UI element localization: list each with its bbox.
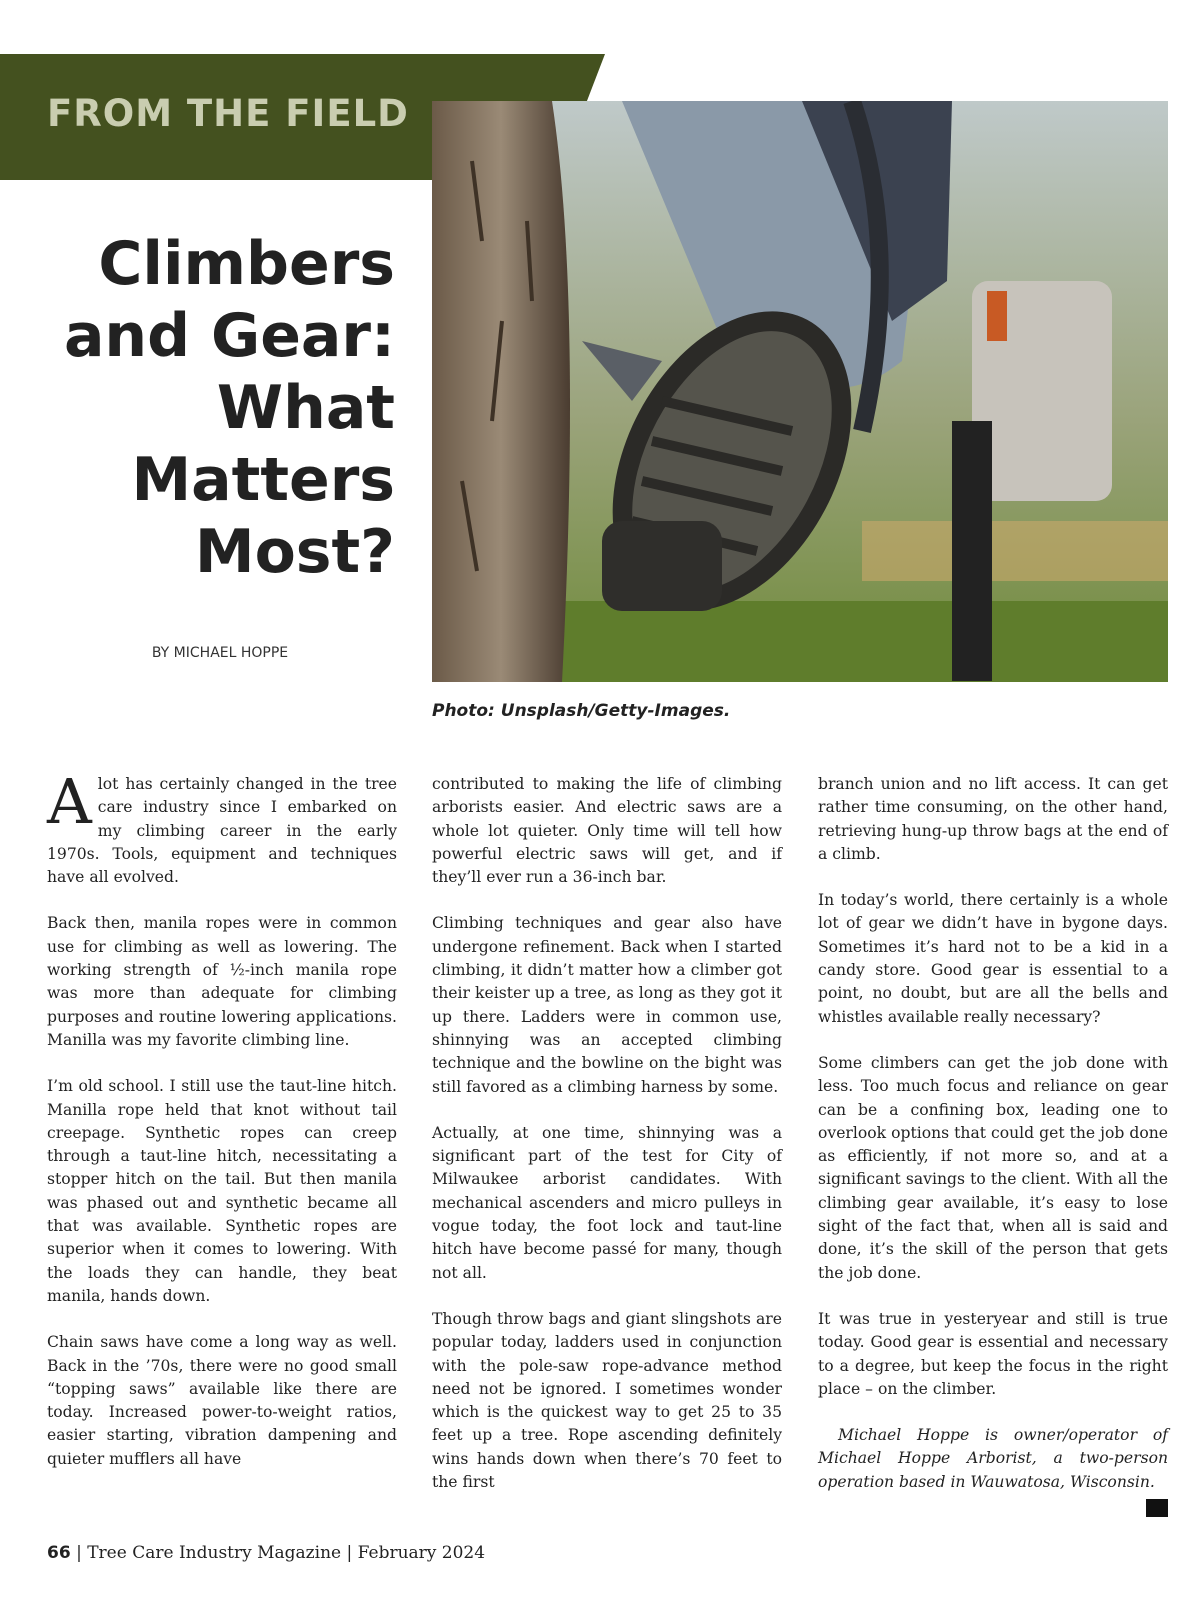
- hero-photo: [432, 101, 1168, 682]
- paragraph: branch union and no lift access. It can get rather time consuming, on the other hand, retrieving hung-up throw bags at the end of a climb.: [818, 775, 1168, 863]
- paragraph: Though throw bags and giant slingshots are popular today, ladders used in conjunction with the pole-saw rope-advance method need not be ignored. I sometimes wonder which is the quickest way to get 25 to 35 feet up a tree. Rope ascending definitely wins hands down when there’s 70 feet to the first: [432, 1309, 782, 1492]
- footer-separator: |: [346, 1543, 358, 1563]
- paragraph: Alot has certainly changed in the tree care industry since I embarked on my climbing career in the early 1970s. Tools, equipment and techniques have all evolved.: [47, 765, 397, 887]
- footer-separator: |: [76, 1543, 88, 1563]
- drop-cap: A: [47, 765, 92, 838]
- article-column-2: [432, 773, 782, 1517]
- paragraph: Actually, at one time, shinnying was a significant part of the test for City of Milwaukee arborist candidates. With mechanical ascenders and micro pulleys in vogue today, the foot lock and taut-line hitch have become passé for many, though not all.: [432, 1123, 782, 1282]
- paragraph: Back then, manila ropes were in common use for climbing as well as lowering. The working strength of ½-inch manila rope was more than adequate for climbing purposes and routine lowering applications. Manilla was my favorite climbing line.: [47, 914, 397, 1049]
- page-footer: [47, 1543, 485, 1563]
- end-mark-icon: [1146, 1499, 1168, 1517]
- photo-caption: Photo: Unsplash/Getty-Images.: [432, 701, 731, 721]
- paragraph: It was true in yesteryear and still is true today. Good gear is essential and necessary to a degree, but keep the focus in the right place – on the climber.: [818, 1309, 1168, 1398]
- paragraph: contributed to making the life of climbing arborists easier. And electric saws are a whole lot quieter. Only time will tell how powerful electric saws will get, and if they’ll ever run a 36-inch bar.: [432, 775, 782, 887]
- byline: BY MICHAEL HOPPE: [151, 645, 289, 661]
- issue-date: February 2024: [357, 1543, 486, 1563]
- author-bio: Michael Hoppe is owner/operator of Michael Hoppe Arborist, a two-person operation based in Wauwatosa, Wisconsin.: [818, 1426, 1168, 1491]
- section-kicker: FROM THE FIELD: [47, 92, 409, 135]
- paragraph: Climbing techniques and gear also have undergone refinement. Back when I started climbing, it didn’t matter how a climber got their keister up a tree, as long as they got it up there. Ladders were in common use, shinnying was an accepted climbing technique and the bowline on the bight was still favored as a climbing harness by some.: [432, 914, 782, 1096]
- page-number: 66: [47, 1543, 71, 1563]
- article-title: Climbers and Gear: What Matters Most?: [63, 229, 395, 587]
- paragraph: Chain saws have come a long way as well. Back in the ’70s, there were no good small “topping saws” available like there are today. Increased power-to-weight ratios, easier starting, vibration dampening and quieter mufflers all have: [47, 1333, 397, 1468]
- climber-boot-illustration: [432, 101, 1168, 682]
- article-column-1: [47, 765, 397, 1494]
- publication-name: Tree Care Industry Magazine: [87, 1543, 342, 1563]
- paragraph: I’m old school. I still use the taut-line hitch. Manilla rope held that knot without tail creepage. Synthetic ropes can creep through a taut-line hitch, necessitating a stopper hitch on the tail. But then manila was phased out and synthetic became all that was available. Synthetic ropes are superior when it comes to lowering. With the loads they can handle, they beat manila, hands down.: [47, 1077, 397, 1305]
- paragraph: In today’s world, there certainly is a whole lot of gear we didn’t have in bygone days. Sometimes it’s hard not to be a kid in a candy store. Good gear is essential to a point, no doubt, but are all the bells and whistles available really necessary?: [818, 891, 1168, 1026]
- article-column-3: [818, 773, 1168, 1517]
- paragraph: Some climbers can get the job done with less. Too much focus and reliance on gear can be a confining box, leading one to overlook options that could get the job done as efficiently, if not more so, and at a significant savings to the client. With all the climbing gear available, it’s easy to lose sight of the fact that, when all is said and done, it’s the skill of the person that gets the job done.: [818, 1053, 1168, 1282]
